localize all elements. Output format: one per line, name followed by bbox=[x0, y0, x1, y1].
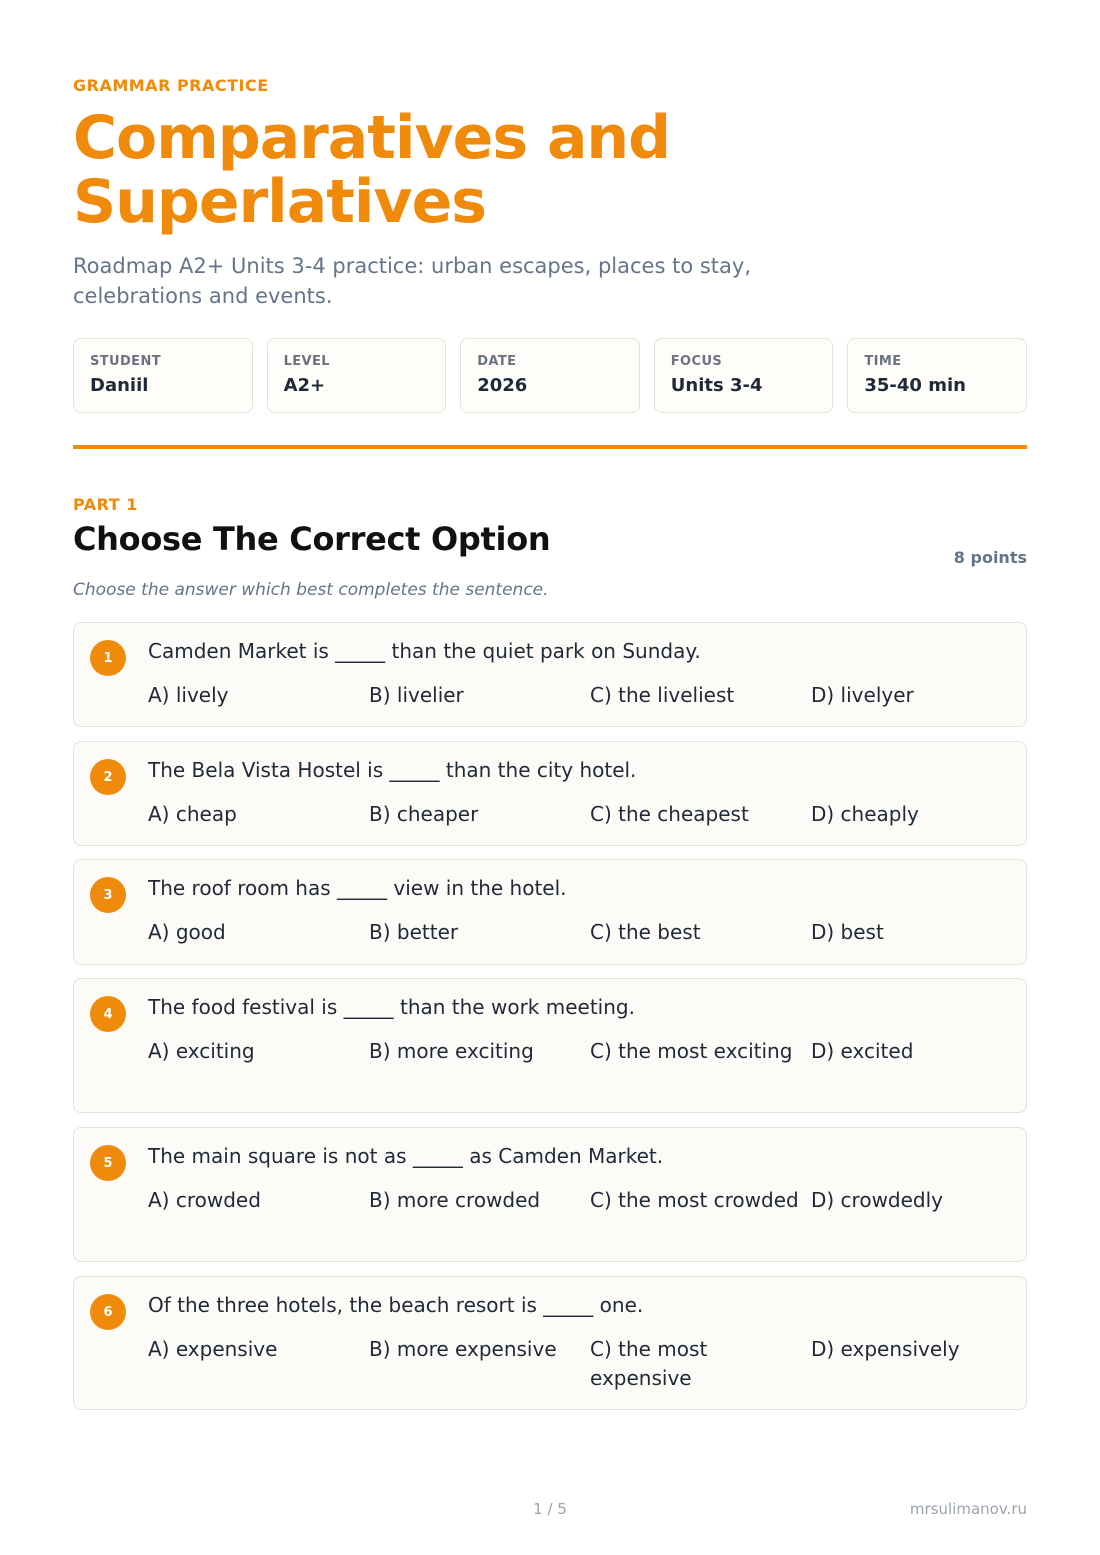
question-card-6 bbox=[73, 1276, 1027, 1410]
info-card-time bbox=[847, 338, 1027, 413]
page-number: 1 / 5 bbox=[533, 1500, 567, 1518]
info-card-value: 2026 bbox=[477, 375, 528, 396]
option-c[interactable]: C) the best bbox=[590, 920, 701, 944]
question-card-4 bbox=[73, 978, 1027, 1113]
option-a[interactable]: A) expensive bbox=[148, 1337, 278, 1361]
option-d[interactable]: D) excited bbox=[811, 1039, 914, 1063]
option-d[interactable]: D) cheaply bbox=[811, 802, 919, 826]
option-d[interactable]: D) best bbox=[811, 920, 884, 944]
answer-options bbox=[148, 800, 1032, 829]
option-d[interactable]: D) livelyer bbox=[811, 683, 914, 707]
answer-options bbox=[148, 1037, 1032, 1066]
question-text: Of the three hotels, the beach resort is _____ one. bbox=[148, 1293, 644, 1317]
question-number-badge: 1 bbox=[90, 640, 126, 676]
option-a[interactable]: A) crowded bbox=[148, 1188, 261, 1212]
option-c[interactable]: C) the most expensive bbox=[590, 1337, 708, 1390]
option-a[interactable]: A) lively bbox=[148, 683, 229, 707]
question-card-1 bbox=[73, 622, 1027, 727]
question-text: The roof room has _____ view in the hotel. bbox=[148, 876, 567, 900]
info-card-label: FOCUS bbox=[670, 354, 723, 369]
option-c[interactable]: C) the most exciting bbox=[590, 1039, 793, 1063]
answer-options bbox=[148, 1335, 1032, 1393]
info-card-date bbox=[460, 338, 640, 413]
info-card-level bbox=[267, 338, 447, 413]
answer-options bbox=[148, 918, 1032, 947]
option-b[interactable]: B) more crowded bbox=[369, 1188, 541, 1212]
info-card-label: LEVEL bbox=[283, 354, 330, 369]
question-number-badge: 5 bbox=[90, 1145, 126, 1181]
option-d[interactable]: D) crowdedly bbox=[811, 1188, 944, 1212]
option-b[interactable]: B) more exciting bbox=[369, 1039, 534, 1063]
part-label: PART 1 bbox=[73, 495, 138, 514]
option-d[interactable]: D) expensively bbox=[811, 1337, 960, 1361]
info-card-label: STUDENT bbox=[90, 354, 162, 369]
option-a[interactable]: A) cheap bbox=[148, 802, 237, 826]
question-number-badge: 3 bbox=[90, 877, 126, 913]
page-title: Comparatives and Superlatives bbox=[73, 103, 671, 237]
option-b[interactable]: B) cheaper bbox=[369, 802, 479, 826]
question-text: The food festival is _____ than the work meeting. bbox=[148, 995, 635, 1019]
question-card-2 bbox=[73, 741, 1027, 846]
info-card-label: TIME bbox=[864, 354, 902, 369]
option-a[interactable]: A) exciting bbox=[148, 1039, 255, 1063]
question-card-3 bbox=[73, 859, 1027, 965]
info-card-student bbox=[73, 338, 253, 413]
points-label: 8 points bbox=[953, 548, 1027, 567]
option-c[interactable]: C) the liveliest bbox=[590, 683, 735, 707]
option-a[interactable]: A) good bbox=[148, 920, 226, 944]
option-c[interactable]: C) the cheapest bbox=[590, 802, 749, 826]
instructions: Choose the answer which best completes the sentence. bbox=[73, 580, 549, 600]
option-c[interactable]: C) the most crowded bbox=[590, 1188, 799, 1212]
section-title: Choose The Correct Option bbox=[73, 520, 551, 558]
question-number-badge: 2 bbox=[90, 759, 126, 795]
info-card-focus bbox=[654, 338, 834, 413]
question-text: Camden Market is _____ than the quiet park on Sunday. bbox=[148, 639, 701, 663]
info-card-label: DATE bbox=[477, 354, 517, 369]
question-card-5 bbox=[73, 1127, 1027, 1262]
option-b[interactable]: B) more expensive bbox=[369, 1337, 557, 1361]
answer-options bbox=[148, 1186, 1032, 1215]
answer-options bbox=[148, 681, 1032, 710]
option-b[interactable]: B) better bbox=[369, 920, 459, 944]
question-text: The Bela Vista Hostel is _____ than the city hotel. bbox=[148, 758, 637, 782]
info-card-value: Units 3-4 bbox=[670, 375, 763, 396]
section-divider bbox=[73, 445, 1027, 449]
page-subtitle: Roadmap A2+ Units 3-4 practice: urban escapes, places to stay, celebrations and events. bbox=[73, 254, 751, 308]
question-number-badge: 4 bbox=[90, 996, 126, 1032]
eyebrow-label: GRAMMAR PRACTICE bbox=[73, 76, 269, 95]
info-card-value: A2+ bbox=[283, 375, 326, 396]
info-card-value: Daniil bbox=[90, 375, 149, 396]
site-url: mrsulimanov.ru bbox=[909, 1500, 1027, 1518]
option-b[interactable]: B) livelier bbox=[369, 683, 464, 707]
info-cards bbox=[73, 338, 1027, 413]
question-text: The main square is not as _____ as Camden Market. bbox=[148, 1144, 664, 1168]
info-card-value: 35-40 min bbox=[864, 375, 966, 396]
question-number-badge: 6 bbox=[90, 1294, 126, 1330]
